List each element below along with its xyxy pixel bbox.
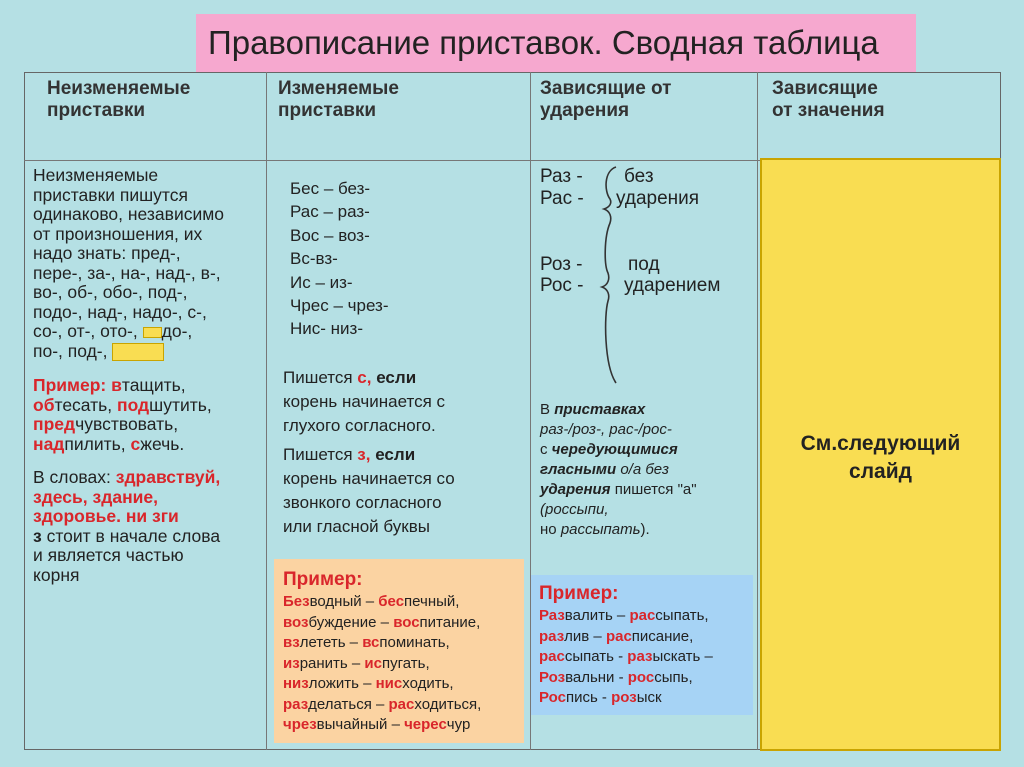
text-line	[540, 440, 697, 460]
header-line: приставки	[278, 100, 377, 121]
prefix: об	[33, 394, 55, 415]
example-list	[539, 606, 753, 709]
text-span: сыпать -	[564, 648, 628, 665]
header-line: Зависящие от	[540, 78, 672, 99]
text-line	[540, 520, 697, 540]
text-span: сыпать,	[655, 607, 709, 624]
highlight-blank	[112, 343, 164, 361]
text-span: пишется "а"	[614, 481, 697, 498]
example-label: Пример:	[283, 569, 363, 590]
prefix: в	[111, 375, 122, 395]
text-line	[33, 415, 212, 435]
see-next-slide-box	[760, 158, 1001, 751]
prefix: черес	[404, 716, 447, 733]
header-col1	[47, 78, 190, 122]
text-span: печный,	[404, 593, 460, 610]
text-line	[33, 468, 220, 488]
page-title: Правописание приставок. Сводная таблица	[196, 14, 916, 72]
prefix: пред	[33, 414, 76, 434]
text-span: шутить,	[149, 394, 212, 415]
col3-no-stress1: без	[624, 166, 654, 187]
prefix-pair: Рас – раз-	[290, 202, 370, 222]
column-divider	[757, 72, 758, 750]
text-span: ).	[640, 521, 650, 538]
text-line	[283, 443, 455, 467]
text-span: питание,	[419, 613, 481, 631]
text-span: со-, от-, ото-,	[33, 321, 138, 341]
example-list	[283, 592, 524, 736]
red-word: здравствуй,	[115, 467, 221, 487]
col1-examples	[33, 376, 212, 454]
example-line	[539, 688, 753, 709]
text-span: буждение –	[308, 613, 394, 631]
text-line: глухого согласного.	[283, 416, 436, 435]
text-line: звонкого согласного	[283, 493, 442, 512]
text-span: по-, под-,	[33, 340, 108, 361]
example-line	[283, 654, 524, 675]
text-span: вальни -	[565, 668, 628, 686]
text-span: с	[540, 441, 548, 458]
text-span: ходиться,	[414, 695, 482, 713]
text-span: сыпь,	[654, 668, 693, 686]
prefix: раз	[283, 695, 309, 713]
prefix: из	[283, 654, 300, 672]
text-span: пугать,	[381, 654, 430, 672]
header-line: ударения	[540, 100, 630, 121]
example-line	[539, 627, 753, 648]
text-span: ыскать –	[652, 648, 713, 665]
example-line	[283, 674, 524, 695]
text-line	[33, 527, 220, 547]
text-span: Пишется	[283, 445, 353, 464]
example-line	[539, 647, 753, 668]
text-span: если	[375, 445, 416, 464]
text-span: гласными	[540, 461, 617, 478]
header-line: приставки	[47, 100, 146, 121]
text-span: тащить,	[121, 375, 186, 395]
prefix: Роз	[539, 668, 566, 686]
text-span: о/а без	[620, 461, 669, 478]
prefix-pair: Вос – воз-	[290, 225, 370, 245]
example-line	[283, 695, 524, 716]
text-line: корень начинается с	[283, 392, 446, 411]
prefix: воз	[283, 613, 309, 631]
example-line	[283, 633, 524, 654]
prefix: раз	[539, 627, 565, 645]
col3-stress1: под	[628, 254, 660, 275]
text-line: корень начинается со	[283, 469, 455, 488]
prefix: вос	[393, 613, 420, 631]
text-span: рассыпать	[560, 521, 641, 538]
text-span: водный –	[309, 593, 379, 610]
prefix: рас	[605, 627, 632, 645]
text-span: ыск	[636, 689, 662, 706]
example-line	[539, 606, 753, 627]
text-span: тесать,	[54, 394, 113, 415]
prefix-pair: Вс-вз-	[290, 249, 338, 269]
text-line: приставки пишутся	[33, 184, 188, 205]
text-line	[283, 366, 445, 390]
text-line	[540, 480, 697, 500]
text-line	[33, 435, 212, 455]
example-line	[539, 668, 753, 689]
text-line: и является частью	[33, 545, 184, 565]
text-span: В словах:	[33, 467, 111, 487]
header-col4	[772, 78, 885, 122]
column-divider	[266, 72, 267, 750]
letter: з	[33, 525, 42, 546]
prefix: вс	[362, 634, 380, 651]
text-span: делаться –	[308, 695, 389, 713]
prefix: рос	[627, 668, 655, 686]
text-line: или гласной буквы	[283, 517, 430, 536]
text-span: лететь –	[299, 634, 363, 651]
prefix: Рос	[539, 689, 566, 706]
text-span: вычайный –	[316, 716, 405, 733]
text-line: (россыпи,	[540, 501, 609, 518]
prefix-pair: Чрес – чрез-	[290, 296, 389, 316]
col3-ras: Рас -	[540, 188, 584, 209]
text-span: писание,	[631, 627, 694, 645]
text-span: пилить,	[64, 433, 126, 454]
prefix: рас	[388, 695, 415, 713]
text-line	[33, 322, 224, 342]
text-line: подо-, над-, надо-, с-,	[33, 301, 207, 322]
col3-raz: Раз -	[540, 166, 583, 187]
prefix: роз	[611, 689, 637, 706]
text-span: ходить,	[402, 675, 454, 692]
text-span: чувствовать,	[75, 414, 179, 434]
prefix: ис	[364, 654, 382, 672]
text-line: слайд	[849, 460, 912, 483]
header-line: Изменяемые	[278, 78, 399, 99]
text-span: чур	[446, 716, 471, 733]
text-line	[33, 396, 212, 416]
col2-example-box	[274, 559, 524, 743]
text-span: В	[540, 401, 551, 418]
prefix: вз	[283, 634, 300, 651]
text-span: ударения	[540, 481, 611, 498]
prefix: рас	[629, 607, 656, 624]
prefix: над	[33, 433, 65, 454]
text-span: если	[376, 368, 417, 387]
text-span: пись -	[565, 689, 612, 706]
col2-rule-s	[283, 366, 445, 438]
col2-rule-z	[283, 443, 455, 539]
col2-pairs	[290, 177, 389, 341]
letter: с,	[357, 368, 372, 387]
prefix-pair: Нис- низ-	[290, 319, 363, 339]
text-span: валить –	[564, 607, 630, 624]
text-line	[540, 400, 697, 420]
example-line	[283, 715, 524, 736]
text-span: стоит в начале слова	[46, 525, 221, 546]
text-line	[33, 342, 224, 362]
text-span: приставках	[554, 401, 646, 418]
red-word: здесь, здание,	[33, 486, 158, 507]
letter: з,	[357, 445, 371, 464]
prefix: раз	[627, 648, 653, 665]
example-line	[283, 592, 524, 613]
prefix: Раз	[539, 607, 565, 624]
text-line: Неизменяемые	[33, 165, 159, 185]
prefix: под	[117, 394, 150, 415]
text-line: от произношения, их	[33, 223, 203, 244]
text-span: лив –	[564, 627, 606, 645]
header-line: Зависящие	[772, 78, 878, 99]
prefix-pair: Бес – без-	[290, 179, 371, 198]
example-line	[283, 613, 524, 634]
header-col3	[540, 78, 671, 122]
highlight-blank	[143, 327, 162, 338]
text-line: раз-/роз-, рас-/рос-	[540, 421, 672, 438]
header-line: от значения	[772, 100, 885, 121]
text-span: до-,	[161, 321, 193, 341]
col3-stress2: ударением	[624, 275, 721, 296]
prefix: низ	[283, 675, 309, 692]
col3-roz: Роз -	[540, 254, 583, 275]
prefix: нис	[375, 675, 403, 692]
col3-note	[540, 400, 697, 540]
col3-example-box	[531, 575, 753, 715]
example-label: Пример:	[33, 375, 107, 395]
text-line: надо знать: пред-,	[33, 243, 181, 263]
prefix-pair: Ис – из-	[290, 272, 353, 292]
header-line: Неизменяемые	[47, 78, 191, 99]
text-span: поминать,	[379, 634, 450, 651]
prefix: рас	[539, 648, 565, 665]
example-label: Пример:	[539, 583, 619, 604]
text-span: Пишется	[283, 368, 353, 387]
text-line: во-, об-, обо-, под-,	[33, 282, 188, 302]
text-span: чередующимися	[551, 441, 678, 458]
text-line	[540, 460, 697, 480]
col1-words	[33, 468, 220, 585]
text-span: ранить –	[299, 654, 365, 672]
text-line: См.следующий	[800, 432, 961, 455]
text-span: но	[540, 521, 557, 538]
prefix: чрез	[283, 716, 317, 733]
col3-ros: Рос -	[540, 275, 584, 296]
header-col2	[278, 78, 399, 122]
text-span: ложить –	[308, 675, 376, 692]
text-line: одинаково, независимо	[33, 204, 225, 224]
col3-no-stress2: ударения	[616, 188, 700, 209]
red-word: здоровье. ни зги	[33, 506, 179, 526]
text-span: жечь.	[140, 433, 185, 454]
text-line	[33, 376, 212, 396]
text-line: пере-, за-, на-, над-, в-,	[33, 262, 221, 283]
col1-intro	[33, 166, 224, 361]
text-line: корня	[33, 564, 80, 585]
prefix: бес	[378, 593, 405, 610]
prefix: Без	[283, 593, 310, 610]
prefix: с	[130, 433, 141, 454]
